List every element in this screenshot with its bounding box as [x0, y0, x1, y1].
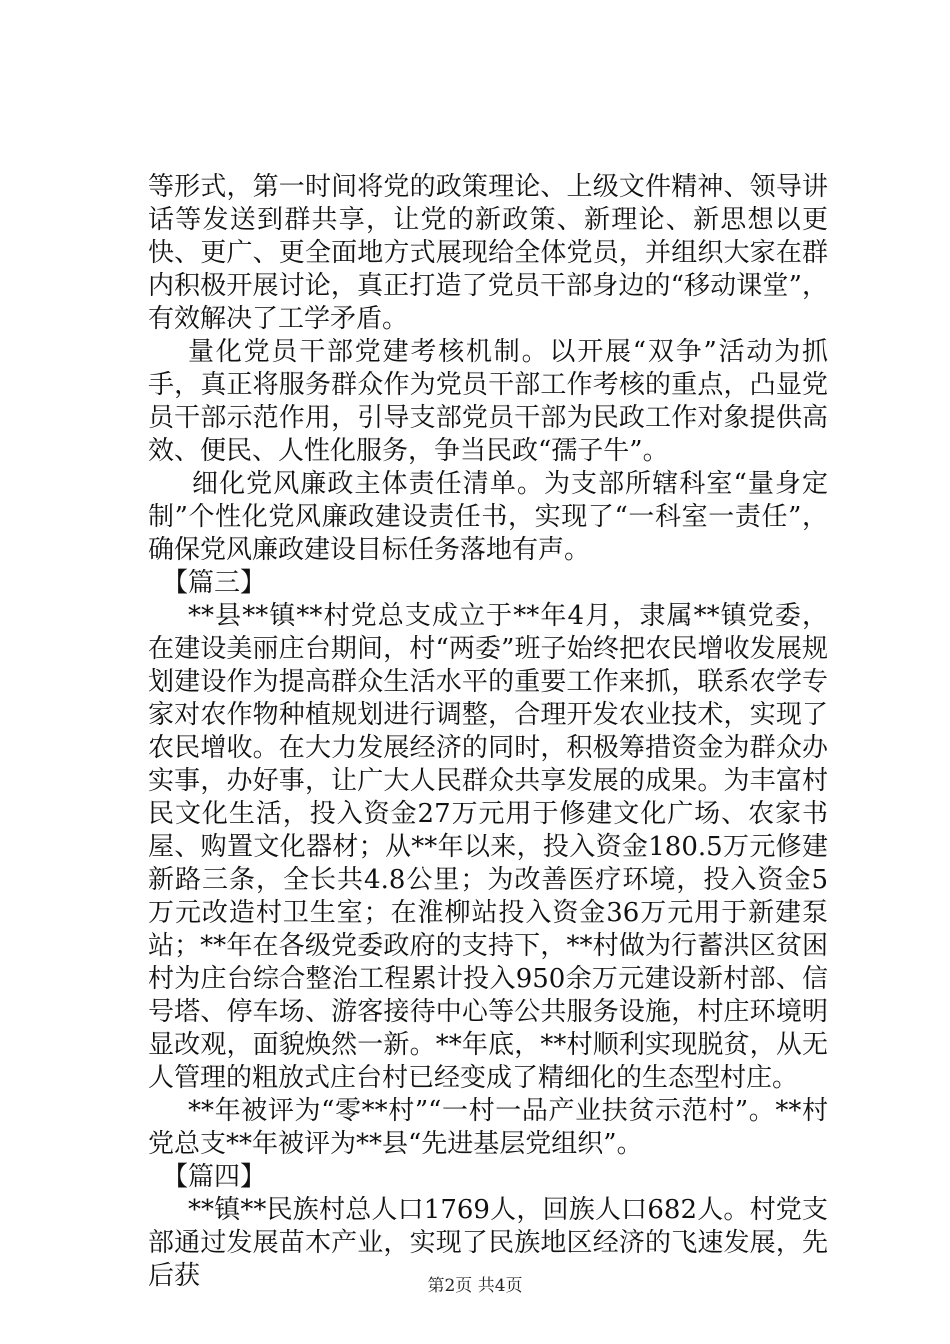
document-body [148, 171, 828, 1293]
paragraph-continuation: 等形式，第一时间将党的政策理论、上级文件精神、领导讲话等发送到群共享，让党的新政策、新理论、新思想以更快、更广、更全面地方式展现给全体党员，并组织大家在群内积极开展讨论，真正打造了党员干部身边的“移动课堂”，有效解决了工学矛盾。 [148, 172, 828, 334]
paragraph-village-party-branch: **县**镇**村党总支成立于**年4月，隶属**镇党委，在建设美丽庄台期间，村“两委”班子始终把农民增收发展规划建设作为提高群众生活水平的重要工作来抓，联系农学专家对农作物种植规划进行调整，合理开发农业技术，实现了农民增收。在大力发展经济的同时，积极筹措资金为群众办实事，办好事，让广大人民群众共享发展的成果。为丰富村民文化生活，投入资金27万元用于修建文化广场、农家书屋、购置文化器材；从**年以来，投入资金180.5万元修建新路三条，全长共4.8公里；为改善医疗环境，投入资金5万元改造村卫生室；在淮柳站投入资金36万元用于新建泵站；**年在各级党委政府的支持下，**村做为行蓄洪区贫困村为庄台综合整治工程累计投入950余万元建设新村部、信号塔、停车场、游客接待中心等公共服务设施，村庄环境明显改观，面貌焕然一新。**年底，**村顺利实现脱贫，从无人管理的粗放式庄台村已经变成了精细化的生态型村庄。 [148, 601, 828, 1093]
page-number-footer: 第2页 共4页 [427, 1276, 523, 1296]
section-heading-part-three: 【篇三】 [162, 568, 267, 598]
paragraph-honors: **年被评为“零**村”“一村一品产业扶贫示范村”。**村党总支**年被评为**县“先进基层党组织”。 [148, 1096, 828, 1159]
paragraph-assessment-mechanism: 量化党员干部党建考核机制。以开展“双争”活动为抓手，真正将服务群众作为党员干部工作考核的重点，凸显党员干部示范作用，引导支部党员干部为民政工作对象提供高效、便民、人性化服务，争当民政“孺子牛”。 [148, 337, 828, 466]
section-heading-part-four: 【篇四】 [162, 1162, 267, 1192]
paragraph-responsibility-list: 细化党风廉政主体责任清单。为支部所辖科室“量身定制”个性化党风廉政建设责任书，实现了“一科室一责任”，确保党风廉政建设目标任务落地有声。 [148, 469, 828, 565]
paragraph-ethnic-village: **镇**民族村总人口1769人，回族人口682人。村党支部通过发展苗木产业，实现了民族地区经济的飞速发展，先后获 [148, 1195, 828, 1291]
